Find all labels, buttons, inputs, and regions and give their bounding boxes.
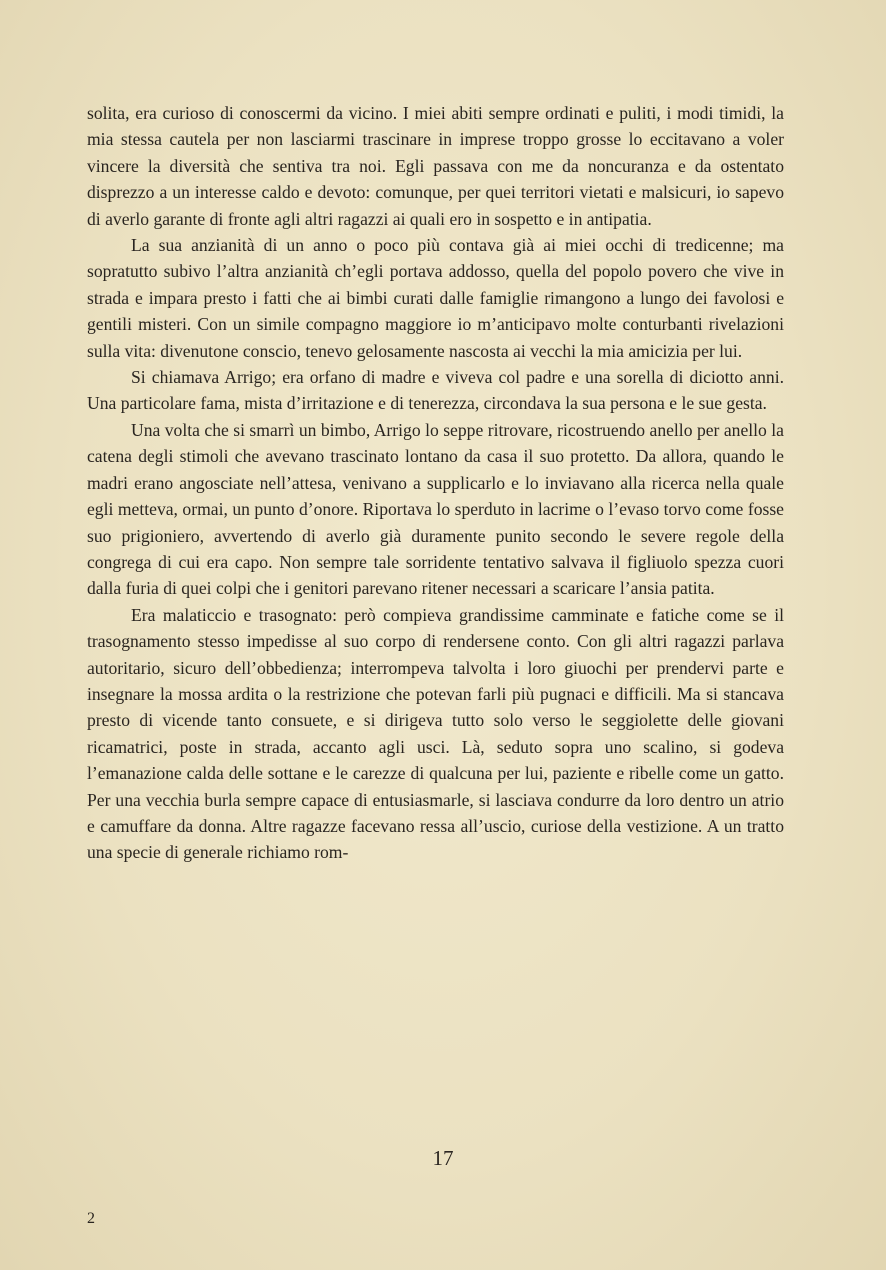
paragraph-4: Una volta che si smarrì un bimbo, Arrigo lo seppe ritrovare, ricostruendo anello per anello la catena degli stimoli che avevano trascinato lontano da casa il suo protetto. Da allora, quando le madri erano angosciate nell’attesa, venivano a supplicarlo e lo inviavano alla ricerca nella quale egli metteva, ormai, un punto d’onore. Riportava lo sperduto in lacrime o l’evaso torvo come fosse suo prigioniero, avvertendo di averlo già duramente punito secondo le severe regole della congrega di cui era capo. Non sempre tale sorridente tentativo salvava il figliuolo spezza cuori dalla furia di quei colpi che i genitori parevano ritener necessari a scaricare l’ansia patita. (87, 419, 784, 599)
signature-mark: 2 (87, 1210, 95, 1227)
paragraph-1: solita, era curioso di conoscermi da vicino. I miei abiti sempre ordinati e puliti, i modi timidi, la mia stessa cautela per non lasciarmi trascinare in imprese troppo grosse lo eccitavano a voler vincere la diversità che sentiva tra noi. Egli passava con me da noncuranza e da ostentato disprezzo a un interesse caldo e devoto: comunque, per quei territori vietati e malsicuri, io sapevo di averlo garante di fronte agli altri ragazzi ai quali ero in sospetto e in antipatia. (87, 103, 784, 229)
page-number: 17 (432, 1146, 454, 1170)
paragraph-5: Era malaticcio e trasognato: però compieva grandissime camminate e fatiche come se il trasognamento stesso impedisse al suo corpo di rendersene conto. Con gli altri ragazzi parlava autoritario, sicuro dell’obbedienza; interrompeva talvolta i loro giuochi per prendervi parte e insegnare la mossa ardita o la restrizione che potevan farli più pugnaci e difficili. Ma si stancava presto di vicende tanto consuete, e si dirigeva tutto solo verso le seggiolette delle giovani ricamatrici, poste in strada, accanto agli usci. Là, seduto sopra uno scalino, si godeva l’emanazione calda delle sottane e le carezze di qualcuna per lui, paziente e ribelle come un gatto. Per una vecchia burla sempre capace di entusiasmarle, si lasciava condurre da loro dentro un atrio e camuffare da donna. Altre ragazze facevano ressa all’uscio, curiose della vestizione. A un tratto una specie di generale richiamo rom- (87, 604, 784, 863)
paragraph-2: La sua anzianità di un anno o poco più contava già ai miei occhi di tredicenne; ma sopratutto subivo l’altra anzianità ch’egli portava addosso, quella del popolo povero che vive in strada e impara presto i fatti che ai bimbi curati dalle famiglie rimangono a lungo dei favolosi e gentili misteri. Con un simile compagno maggiore io m’anticipavo molte conturbanti rivelazioni sulla vita: divenutone conscio, tenevo gelosamente nascosta ai vecchi la mia amicizia per lui. (87, 235, 784, 361)
paragraph-3: Si chiamava Arrigo; era orfano di madre e viveva col padre e una sorella di diciotto anni. Una particolare fama, mista d’irritazione e di tenerezza, circondava la sua persona e le sue gesta. (87, 367, 784, 414)
body-text (87, 100, 784, 866)
